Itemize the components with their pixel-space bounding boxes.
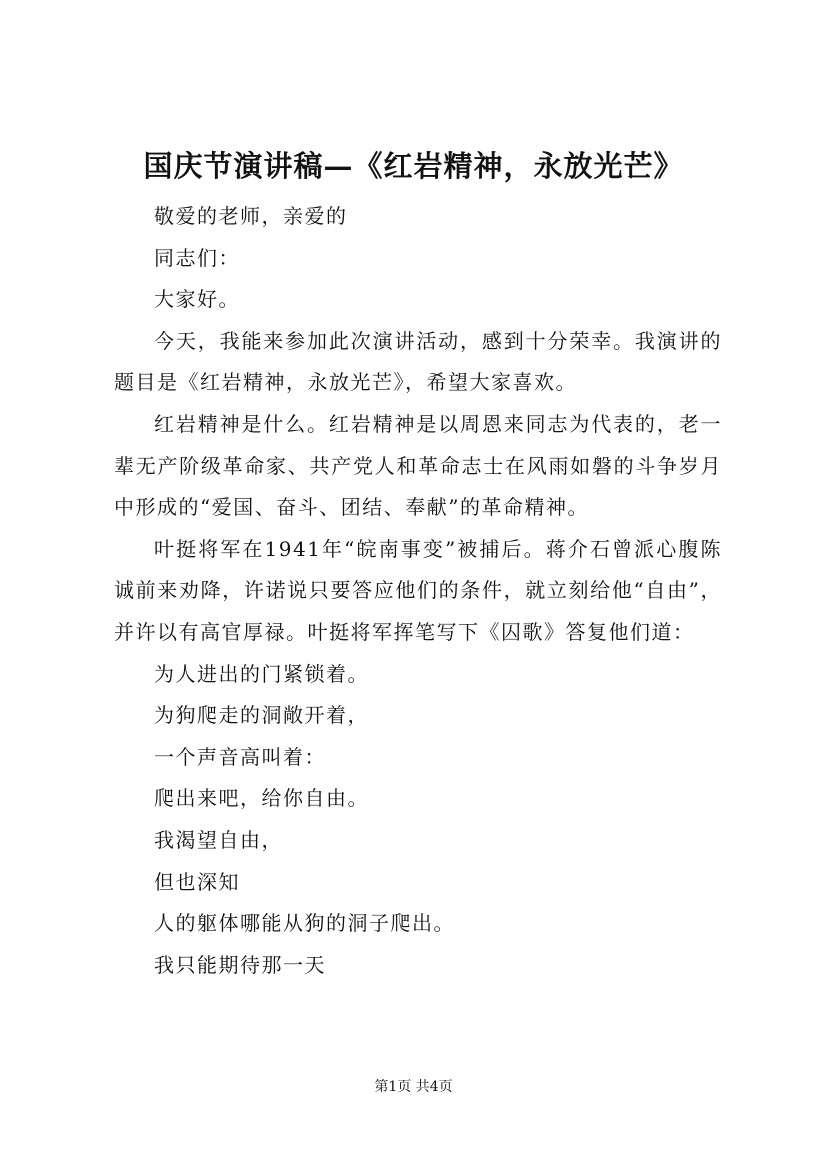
document-body [114, 196, 722, 986]
poem-line: 我只能期待那一天 [154, 952, 326, 977]
paragraph-comrades: 同志们： [154, 245, 240, 270]
poem-line: 我渴望自由， [154, 827, 283, 852]
poem-line: 为人进出的门紧锁着。 [154, 661, 369, 686]
poem-line: 一个声音高叫着： [154, 744, 326, 769]
paragraph-intro: 今天，我能来参加此次演讲活动，感到十分荣幸。我演讲的题目是《红岩精神，永放光芒》，希望大家喜欢。 [114, 328, 722, 395]
paragraph-definition: 红岩精神是什么。红岩精神是以周恩来同志为代表的，老一辈无产阶级革命家、共产党人和革命志士在风雨如磐的斗争岁月中形成的“爱国、奋斗、团结、奉献”的革命精神。 [114, 411, 722, 520]
poem-line: 为狗爬走的洞敞开着， [154, 703, 369, 728]
page-footer: 第1页 共4页 [374, 1079, 453, 1095]
poem-line: 人的躯体哪能从狗的洞子爬出。 [154, 911, 455, 936]
paragraph-salutation: 敬爱的老师，亲爱的 [154, 204, 348, 228]
paragraph-story: 叶挺将军在1941年“皖南事变”被捕后。蒋介石曾派心腹陈诚前来劝降，许诺说只要答应他们的条件，就立刻给他“自由”，并许以有高官厚禄。叶挺将军挥笔写下《囚歌》答复他们道： [114, 536, 722, 644]
document-title: 国庆节演讲稿—《红岩精神，永放光芒》 [143, 149, 684, 183]
poem-line: 爬出来吧，给你自由。 [154, 786, 369, 811]
paragraph-greeting: 大家好。 [154, 287, 240, 312]
poem-line: 但也深知 [154, 869, 240, 894]
